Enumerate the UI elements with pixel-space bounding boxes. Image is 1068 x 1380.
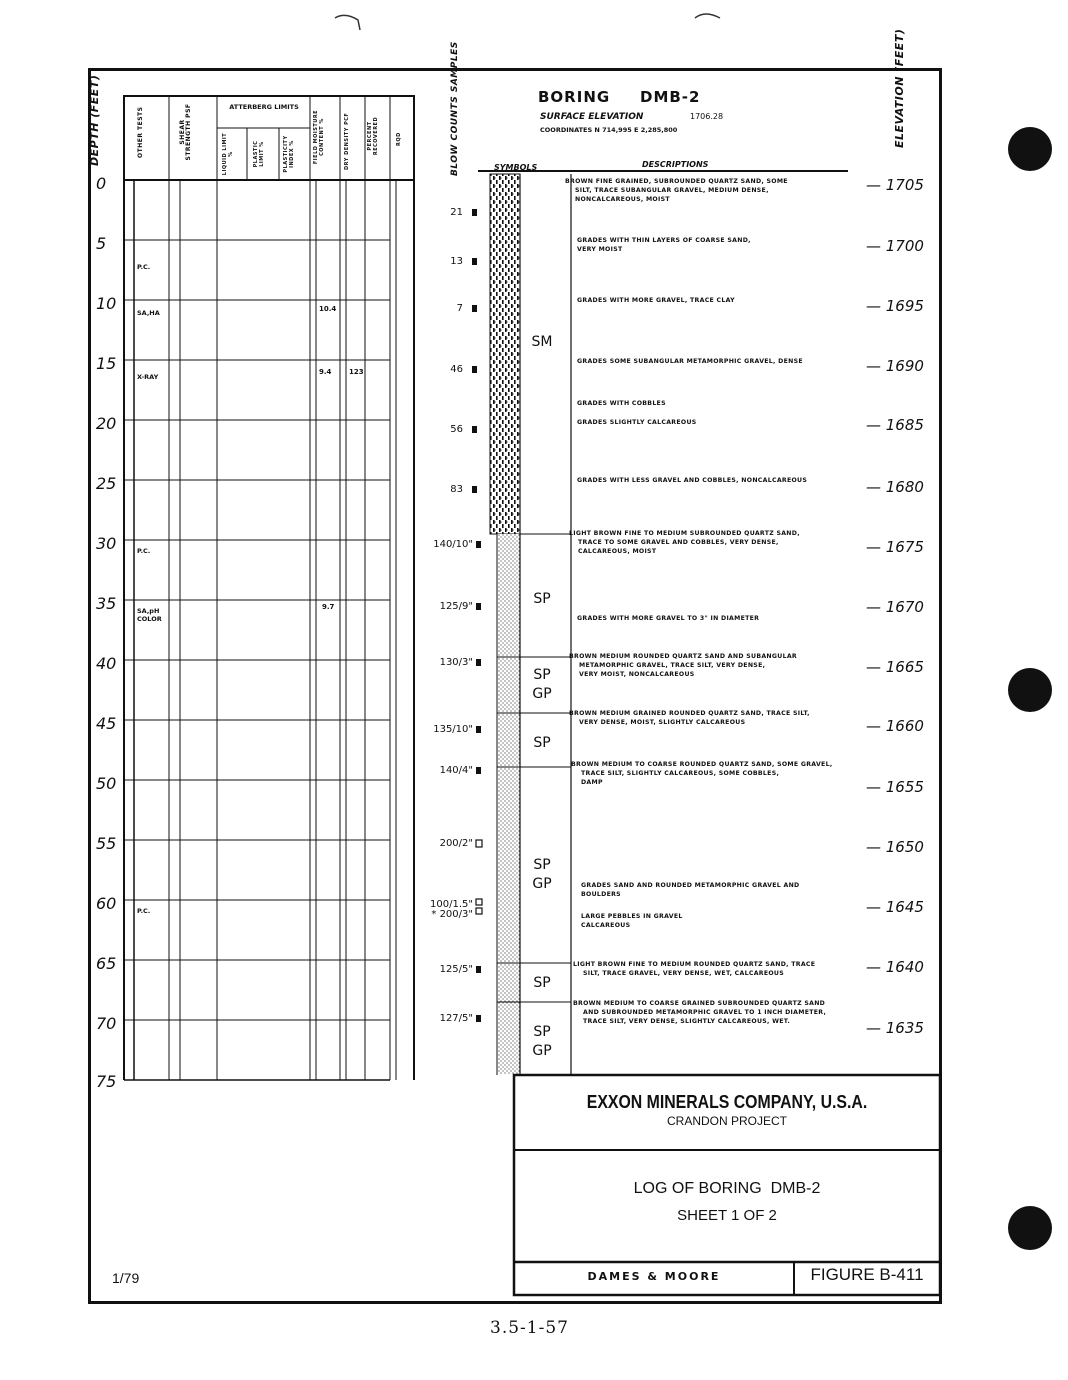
blow-counts-axis-label: BLOW COUNTS SAMPLES: [450, 41, 460, 176]
elevation-tick: — 1660: [866, 717, 924, 735]
description-line: GRADES SLIGHTLY CALCAREOUS: [577, 419, 697, 426]
other-test-value: X-RAY: [137, 373, 159, 381]
elevation-tick: — 1670: [866, 598, 924, 616]
description-line: GRADES WITH LESS GRAVEL AND COBBLES, NONCALCAREOUS: [577, 477, 808, 484]
depth-tick: 65: [96, 954, 117, 973]
depth-tick: 25: [96, 474, 117, 493]
soil-class: SP GP: [532, 667, 552, 702]
header-plastic-limit: PLASTIC LIMIT %: [253, 140, 265, 168]
description-line: GRADES SAND AND ROUNDED METAMORPHIC GRAVEL AND: [581, 882, 800, 889]
date: 1/79: [112, 1270, 140, 1286]
description-line: VERY MOIST, NONCALCAREOUS: [579, 671, 695, 678]
description-line: GRADES WITH THIN LAYERS OF COARSE SAND,: [577, 237, 751, 244]
firm-name: DAMES & MOORE: [587, 1270, 721, 1283]
header-plasticity-index: PLASTICITY INDEX %: [283, 135, 295, 173]
elevation-tick: — 1695: [866, 297, 924, 315]
description-line: BROWN MEDIUM GRAINED ROUNDED QUARTZ SAND, TRACE SILT,: [569, 710, 810, 717]
description-line: LIGHT BROWN FINE TO MEDIUM ROUNDED QUARTZ SAND, TRACE: [573, 961, 816, 968]
depth-tick: 35: [96, 594, 117, 613]
description-line: CALCAREOUS: [581, 922, 631, 929]
blow-count: 140/4": [439, 765, 473, 776]
description-line: VERY DENSE, MOIST, SLIGHTLY CALCAREOUS: [579, 719, 746, 726]
description-line: TRACE SILT, SLIGHTLY CALCAREOUS, SOME COBBLES,: [581, 770, 780, 777]
moisture-value: 9.7: [322, 603, 335, 611]
elevation-tick: — 1665: [866, 658, 924, 676]
description-line: METAMORPHIC GRAVEL, TRACE SILT, VERY DENSE,: [579, 662, 766, 669]
header-atterberg-limits: ATTERBERG LIMITS: [229, 103, 299, 111]
moisture-value: 9.4: [319, 368, 332, 376]
elevation-tick: — 1650: [866, 838, 924, 856]
blow-count: 125/9": [439, 601, 473, 612]
header-dry-density: DRY DENSITY PCF: [344, 112, 350, 170]
blow-count: 13: [450, 256, 463, 267]
header-field-moisture: FIELD MOISTURE CONTENT %: [313, 109, 325, 165]
page-number: 3.5-1-57: [490, 1318, 569, 1338]
blow-count: 127/5": [439, 1013, 473, 1024]
soil-class: SP GP: [532, 857, 552, 892]
depth-tick: 55: [96, 834, 117, 853]
description-line: TRACE SILT, VERY DENSE, SLIGHTLY CALCAREOUS, WET.: [583, 1018, 791, 1025]
elevation-tick: — 1655: [866, 778, 924, 796]
project-name: CRANDON PROJECT: [666, 1114, 787, 1128]
figure-number: FIGURE B-411: [810, 1265, 924, 1284]
surface-elevation-value: 1706.28: [690, 112, 724, 121]
blow-count: 56: [450, 424, 463, 435]
depth-tick: 70: [96, 1014, 117, 1033]
blow-count: 21: [450, 207, 463, 218]
elevation-tick: — 1635: [866, 1019, 924, 1037]
description-line: LIGHT BROWN FINE TO MEDIUM SUBROUNDED QUARTZ SAND,: [569, 530, 800, 537]
header-liquid-limit: LIQUID LIMIT %: [222, 132, 234, 176]
depth-tick: 30: [96, 534, 117, 553]
description-line: GRADES WITH MORE GRAVEL, TRACE CLAY: [577, 297, 735, 304]
elevation-tick: — 1690: [866, 357, 924, 375]
moisture-value: 10.4: [319, 305, 337, 313]
blow-count: 140/10": [433, 539, 473, 550]
soil-class: SM: [531, 334, 553, 350]
elevation-tick: — 1645: [866, 898, 924, 916]
elevation-tick: — 1680: [866, 478, 924, 496]
description-line: NONCALCAREOUS, MOIST: [575, 196, 670, 203]
elevation-tick: — 1700: [866, 237, 924, 255]
description-line: GRADES SOME SUBANGULAR METAMORPHIC GRAVEL, DENSE: [577, 358, 803, 365]
boring-id: DMB-2: [640, 88, 701, 106]
blow-count: 130/3": [439, 657, 473, 668]
soil-class: SP: [533, 591, 551, 607]
description-line: BOULDERS: [581, 891, 621, 898]
description-line: BROWN FINE GRAINED, SUBROUNDED QUARTZ SAND, SOME: [565, 178, 788, 185]
log-title: LOG OF BORING DMB-2: [633, 1180, 821, 1197]
other-test-value: P.C.: [137, 263, 151, 271]
depth-tick: 5: [96, 234, 107, 253]
header-shear-strength: SHEAR STRENGTH PSF: [179, 103, 192, 161]
other-test-value: SA,HA: [137, 309, 160, 317]
elevation-axis-label: ELEVATION (FEET): [893, 28, 906, 148]
header-other-tests: OTHER TESTS: [137, 106, 144, 158]
symbols-header: SYMBOLS: [494, 163, 538, 172]
description-line: LARGE PEBBLES IN GRAVEL: [581, 913, 683, 920]
sheet-number: SHEET 1 OF 2: [677, 1207, 777, 1224]
coordinates: COORDINATES N 714,995 E 2,285,800: [540, 126, 678, 134]
blow-count: * 200/3": [431, 909, 473, 920]
description-line: AND SUBROUNDED METAMORPHIC GRAVEL TO 1 INCH DIAMETER,: [583, 1009, 827, 1016]
depth-tick: 10: [96, 294, 117, 313]
company-name: EXXON MINERALS COMPANY, U.S.A.: [586, 1092, 868, 1112]
blow-count: 125/5": [439, 964, 473, 975]
description-line: DAMP: [581, 779, 603, 786]
blow-count: 46: [450, 364, 463, 375]
elevation-tick: — 1685: [866, 416, 924, 434]
description-line: VERY MOIST: [577, 246, 623, 253]
depth-tick: 45: [96, 714, 117, 733]
description-line: SILT, TRACE SUBANGULAR GRAVEL, MEDIUM DENSE,: [575, 187, 769, 194]
depth-tick: 60: [96, 894, 117, 913]
header-percent-recovered: PERCENT RECOVERED: [367, 116, 379, 156]
elevation-tick: — 1705: [866, 176, 924, 194]
depth-tick: 75: [96, 1072, 117, 1091]
depth-tick: 0: [96, 174, 107, 193]
blow-count: 83: [450, 484, 463, 495]
header-rqd: RQD: [396, 132, 402, 146]
soil-class: SP: [533, 975, 551, 991]
elevation-tick: — 1640: [866, 958, 924, 976]
depth-axis-label: DEPTH (FEET): [88, 74, 101, 166]
other-test-value: P.C.: [137, 907, 151, 915]
description-line: GRADES WITH MORE GRAVEL TO 3" IN DIAMETER: [577, 615, 760, 622]
depth-tick: 40: [96, 654, 117, 673]
description-line: BROWN MEDIUM ROUNDED QUARTZ SAND AND SUBANGULAR: [569, 653, 797, 660]
other-test-value: SA,pH COLOR: [137, 607, 162, 623]
description-line: BROWN MEDIUM TO COARSE GRAINED SUBROUNDED QUARTZ SAND: [573, 1000, 826, 1007]
description-line: BROWN MEDIUM TO COARSE ROUNDED QUARTZ SAND, SOME GRAVEL,: [571, 761, 833, 768]
description-line: GRADES WITH COBBLES: [577, 400, 666, 407]
description-line: TRACE TO SOME GRAVEL AND COBBLES, VERY DENSE,: [578, 539, 779, 546]
description-line: CALCAREOUS, MOIST: [578, 548, 657, 555]
depth-tick: 15: [96, 354, 117, 373]
depth-tick: 50: [96, 774, 117, 793]
surface-elevation-label: SURFACE ELEVATION: [540, 112, 644, 122]
other-test-value: P.C.: [137, 547, 151, 555]
blow-count: 100/1.5": [430, 899, 473, 910]
descriptions-header: DESCRIPTIONS: [642, 160, 709, 169]
soil-class: SP GP: [532, 1024, 552, 1059]
soil-class: SP: [533, 735, 551, 751]
blow-count: 135/10": [433, 724, 473, 735]
elevation-tick: — 1675: [866, 538, 924, 556]
boring-title-label: BORING: [538, 88, 611, 106]
description-line: SILT, TRACE GRAVEL, VERY DENSE, WET, CALCAREOUS: [583, 970, 785, 977]
blow-count: 200/2": [439, 838, 473, 849]
blow-count: 7: [456, 303, 463, 314]
depth-tick: 20: [96, 414, 117, 433]
dry-density-value: 123: [349, 368, 364, 376]
